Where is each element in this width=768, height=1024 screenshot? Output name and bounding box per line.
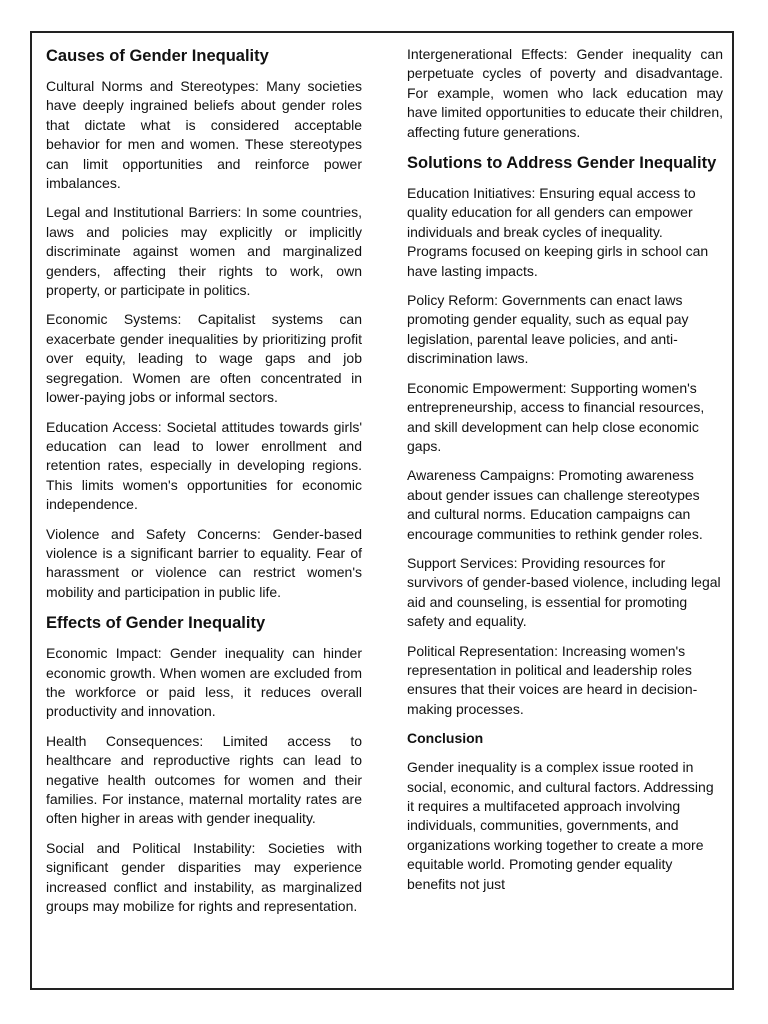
cause-paragraph: Economic Systems: Capitalist systems can exacerbate gender inequalities by prioritizing profit over equity, leading to wage gaps and job segregation. Women are often concentrated in lower-paying jobs or informal sectors. [46,311,362,406]
conclusion-heading: Conclusion [407,730,484,747]
solution-paragraph: Economic Empowerment: Supporting women's entrepreneurship, access to financial resources, and skill development can help close economic gaps. [407,379,705,454]
intergenerational-paragraph: Intergenerational Effects: Gender inequality can perpetuate cycles of poverty and disadvantage. For example, women who lack education may have limited opportunities to educate their children, affecting future generations. [407,46,723,140]
solution-paragraph: Education Initiatives: Ensuring equal access to quality education for all genders can empower individuals and break cycles of inequality. Programs focused on keeping girls in school can have lasting impacts. [407,185,709,279]
cause-paragraph: Education Access: Societal attitudes towards girls' education can lead to lower enrollment and retention rates, especially in developing regions. This limits women's opportunities for economic independence. [46,418,362,513]
effects-heading: Effects of Gender Inequality [46,614,266,633]
effect-paragraph: Economic Impact: Gender inequality can hinder economic growth. When women are excluded from the workforce or paid less, it reduces overall productivity and innovation. [46,645,362,720]
right-column [407,45,723,904]
causes-heading: Causes of Gender Inequality [46,47,269,65]
effect-paragraph: Social and Political Instability: Societies with significant gender disparities may experience increased conflict and instability, as marginalized groups may mobilize for rights and representation. [46,839,362,915]
solution-paragraph: Awareness Campaigns: Promoting awareness about gender issues can challenge stereotypes and cultural norms. Education campaigns can encourage communities to rethink gender roles. [407,467,703,542]
solutions-heading: Solutions to Address Gender Inequality [407,154,717,173]
cause-paragraph: Legal and Institutional Barriers: In some countries, laws and policies may explicitly or implicitly discriminate against women and marginalized genders, affecting their rights to work, own property, or participate in politics. [46,204,362,299]
effect-paragraph: Health Consequences: Limited access to healthcare and reproductive rights can lead to negative health outcomes for women and their families. For instance, maternal mortality rates are often higher in areas with gender inequality. [46,732,362,827]
cause-paragraph: Violence and Safety Concerns: Gender-based violence is a significant barrier to equality. Fear of harassment or violence can restrict women's mobility and participation in public life. [46,525,362,600]
conclusion-paragraph: Gender inequality is a complex issue rooted in social, economic, and cultural factors. Addressing it requires a multifaceted approach involving individuals, communities, governments, and organizations working together to create a more equitable world. Promoting gender equality benefits not just [407,759,714,892]
page-frame [30,31,734,990]
solution-paragraph: Policy Reform: Governments can enact laws promoting gender equality, such as equal pay legislation, parental leave policies, and anti-discrimination laws. [407,292,689,367]
left-column [46,45,362,926]
solution-paragraph: Political Representation: Increasing women's representation in political and leadership roles ensures that their voices are heard in decision-making processes. [407,642,698,717]
cause-paragraph: Cultural Norms and Stereotypes: Many societies have deeply ingrained beliefs about gender roles that dictate what is considered acceptable behavior for men and women. These stereotypes can limit opportunities and reinforce power imbalances. [46,78,362,192]
solution-paragraph: Support Services: Providing resources for survivors of gender-based violence, including legal aid and counseling, is essential for promoting safety and equality. [407,554,721,630]
